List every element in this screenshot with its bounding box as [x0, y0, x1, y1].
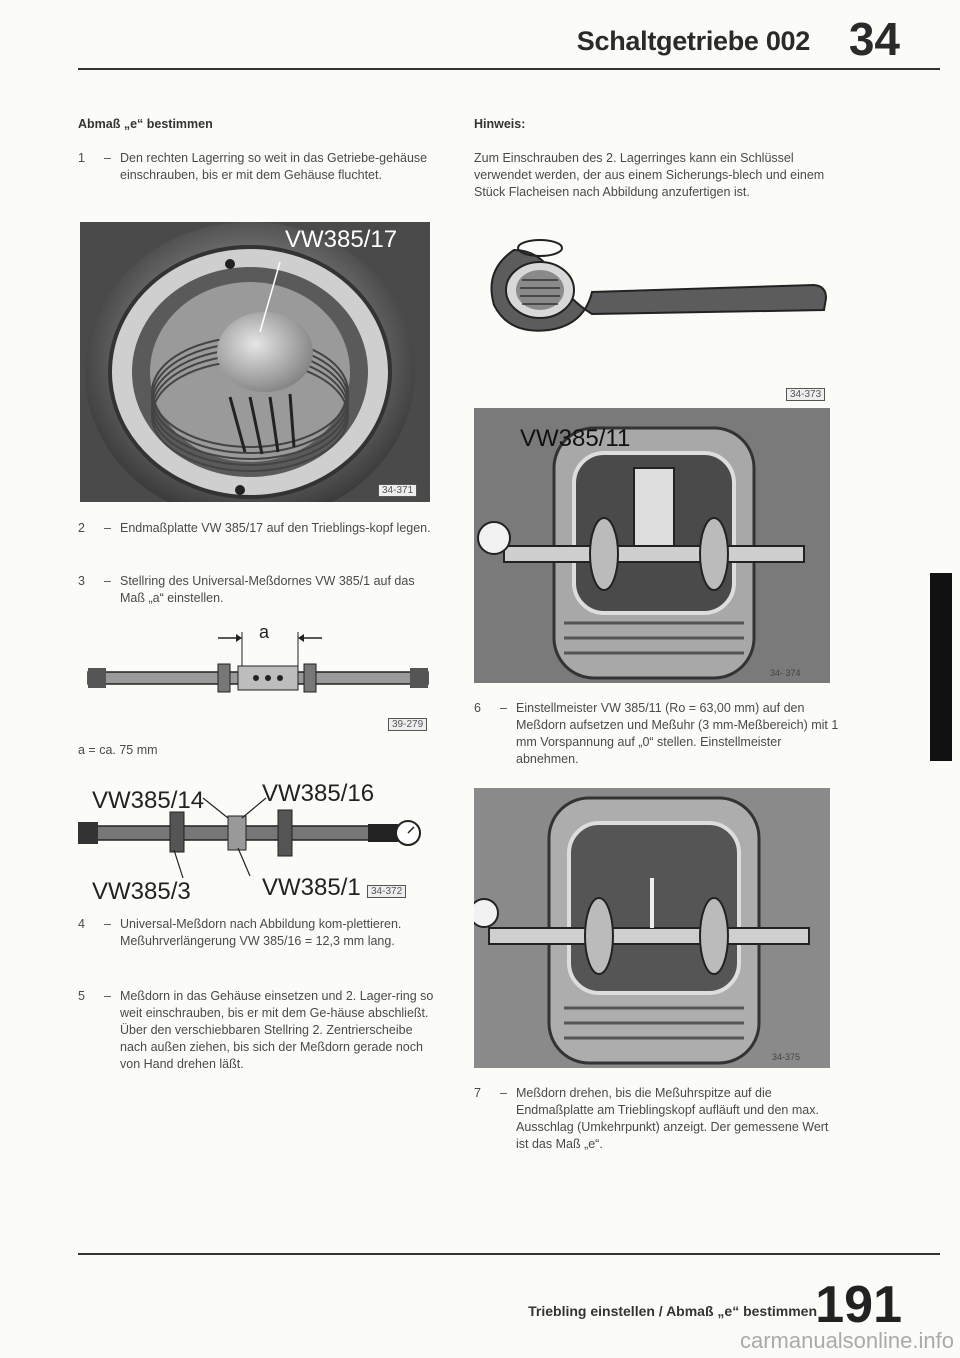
figure-number: 34-372 [367, 885, 406, 898]
header-rule [78, 68, 940, 70]
tool-label-vw385-1: VW385/1 [262, 874, 361, 901]
step-number: 4 [78, 917, 85, 931]
section-tab-marker [930, 573, 952, 761]
step-number: 6 [474, 701, 481, 715]
step-dash: – [104, 151, 111, 165]
figure-number: 34-375 [772, 1052, 801, 1062]
step-dash: – [104, 917, 111, 931]
step-text: Einstellmeister VW 385/11 (Ro = 63,00 mm) auf den Meßdorn aufsetzen und Meßuhr (3 mm-Meßbereich) mit 1 mm Vorspannung auf „0“ stellen. Einstellmeister abnehmen. [516, 701, 839, 766]
step-7 [474, 1085, 844, 1153]
step-3 [78, 573, 443, 607]
step-4 [78, 916, 443, 950]
step-text: Meßdorn in das Gehäuse einsetzen und 2. Lager-ring so weit einschrauben, bis er mit dem Ge-häuse abschließt. Über den verschiebbaren Stellring 2. Zentrierscheibe nach außen ziehen, bis sich der Meßdorn gerade noch von Hand drehen läßt. [120, 989, 434, 1071]
note-text: Zum Einschrauben des 2. Lagerringes kann ein Schlüssel verwendet werden, der aus einem Sicherungs-blech und einem Stück Flacheisen nach Abbildung anzufertigen ist. [474, 151, 825, 199]
tool-label-vw385-17: VW385/17 [285, 226, 398, 253]
figure-number: 34-373 [786, 388, 825, 401]
figure-number: 34-371 [378, 484, 417, 497]
wrench-illustration [474, 230, 834, 345]
tool-label-vw385-16: VW385/16 [262, 780, 375, 807]
step-dash: – [104, 521, 111, 535]
step-text: Meßdorn drehen, bis die Meßuhrspitze auf die Endmaßplatte am Trieblingskopf aufläuft und den max. Ausschlag (Umkehrpunkt) anzeigt. Der gemessene Wert ist das Maß „e“. [516, 1086, 829, 1151]
tool-label-vw385-11: VW385/11 [520, 425, 631, 452]
mandrel-drawing [78, 620, 438, 710]
footer-text: Triebling einstellen / Abmaß „e“ bestimmen [528, 1303, 817, 1319]
wrench-photo [474, 230, 834, 345]
step-dash: – [500, 1086, 507, 1100]
figure-number: 34- 374 [770, 668, 801, 678]
housing-photo [80, 222, 430, 502]
left-heading: Abmaß „e“ bestimmen [78, 117, 213, 131]
step-text: Stellring des Universal-Meßdornes VW 385/1 auf das Maß „a“ einstellen. [120, 574, 415, 605]
tool-label-vw385-14: VW385/14 [92, 787, 205, 814]
step-text: Den rechten Lagerring so weit in das Getriebe-gehäuse einschrauben, bis er mit dem Gehäuse fluchtet. [120, 151, 428, 182]
step-dash: – [104, 574, 111, 588]
step-number: 3 [78, 574, 85, 588]
gearbox-measuring-photo [474, 788, 830, 1068]
step-text: Universal-Meßdorn nach Abbildung kom-plettieren. Meßuhrverlängerung VW 385/16 = 12,3 mm lang. [120, 917, 402, 948]
gearbox-illustration-2 [474, 788, 830, 1068]
footer-rule [78, 1253, 940, 1255]
tool-label-vw385-3: VW385/3 [92, 878, 191, 905]
note-heading: Hinweis: [474, 117, 526, 131]
step-dash: – [104, 989, 111, 1003]
step-2 [78, 520, 443, 537]
step-number: 5 [78, 989, 85, 1003]
page-header-title: Schaltgetriebe 002 [576, 26, 810, 56]
dimension-label-a: a [259, 622, 270, 642]
step-number: 1 [78, 151, 85, 165]
step-dash: – [500, 701, 507, 715]
step-1 [78, 150, 443, 184]
page-number: 191 [815, 1276, 902, 1334]
section-number: 34 [848, 13, 900, 65]
step-number: 7 [474, 1086, 481, 1100]
step-text: Endmaßplatte VW 385/17 auf den Trieblings-kopf legen. [120, 521, 431, 535]
a-value: a = ca. 75 mm [78, 743, 158, 757]
step-5 [78, 988, 443, 1073]
watermark: carmanualsonline.info [739, 1328, 954, 1353]
figure-number: 39-279 [388, 718, 427, 731]
step-6 [474, 700, 844, 768]
mandrel-illustration [78, 620, 438, 710]
step-number: 2 [78, 521, 85, 535]
housing-illustration [80, 222, 430, 502]
